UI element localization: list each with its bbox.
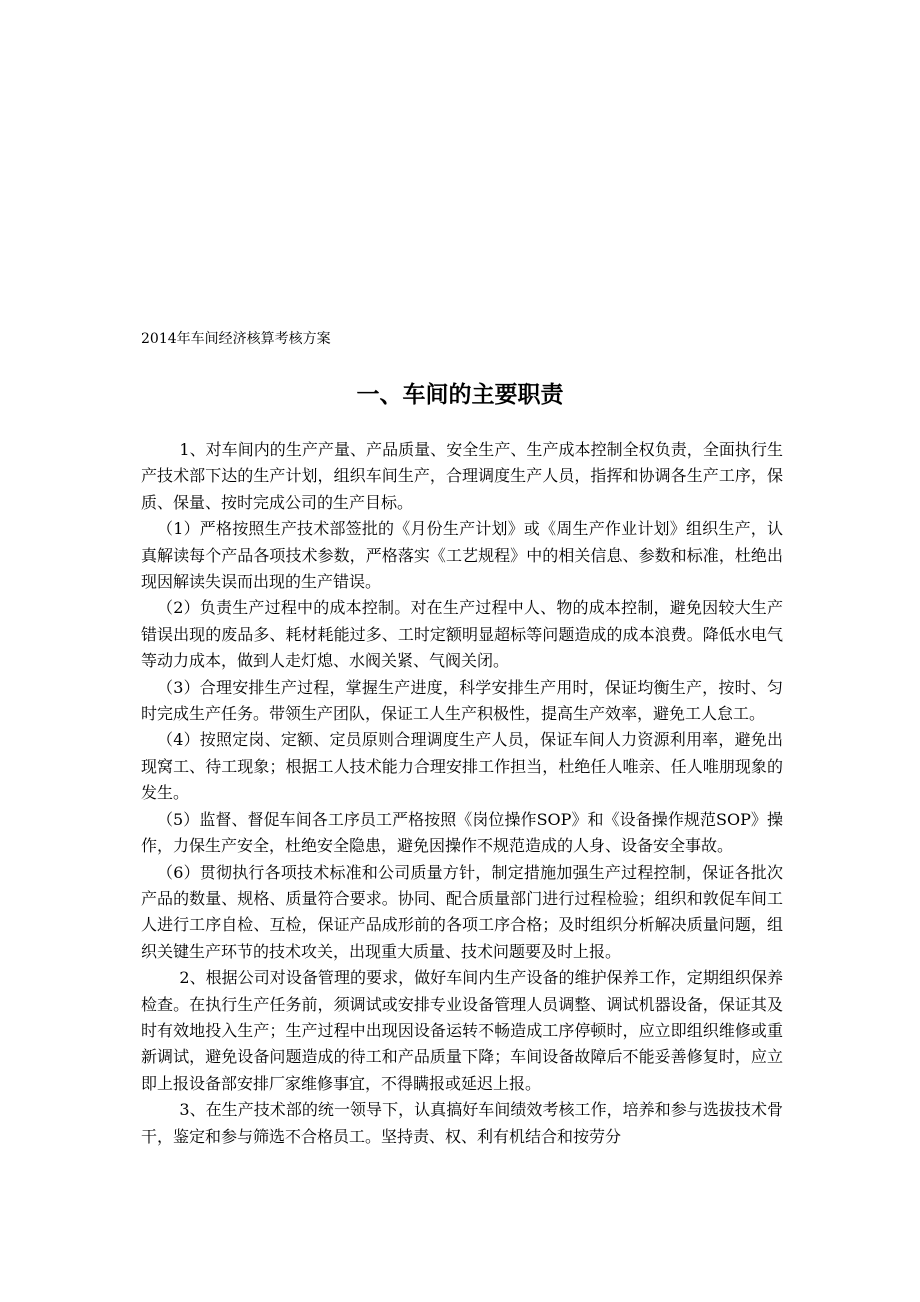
paragraph-2: 2、根据公司对设备管理的要求，做好车间内生产设备的维护保养工作，定期组织保养检查。在执行生产任务前，须调试或安排专业设备管理人员调整、调试机器设备，保证其及时有效地投入生产；生产过程中出现因设备运转不畅造成工序停顿时，应立即组织维修或重新调试，避免设备问题造成的待工和产品质量下降；车间设备故障后不能妥善修复时，应立即上报设备部安排厂家维修事宜，不得瞒报或延迟上报。 [141, 968, 783, 1093]
paragraph-1-6: （6）贯彻执行各项技术标准和公司质量方针，制定措施加强生产过程控制，保证各批次产品的数量、规格、质量符合要求。协同、配合质量部门进行过程检验；组织和敦促车间工人进行工序自检、互检，保证产品成形前的各项工序合格；及时组织分析解决质量问题，组织关键生产环节的技术攻关，出现重大质量、技术问题要及时上报。 [141, 862, 783, 961]
document-body [141, 437, 783, 1150]
document-title: 2014年车间经济核算考核方案 [141, 331, 331, 347]
paragraph-1-5: （5）监督、督促车间各工序员工严格按照《岗位操作SOP》和《设备操作规范SOP》操作，力保生产安全，杜绝安全隐患，避免因操作不规范造成的人身、设备安全事故。 [141, 809, 783, 856]
paragraph-1-2: （2）负责生产过程中的成本控制。对在生产过程中人、物的成本控制，避免因较大生产错误出现的废品多、耗材耗能过多、工时定额明显超标等问题造成的成本浪费。降低水电气等动力成本，做到人走灯熄、水阀关紧、气阀关闭。 [141, 598, 783, 671]
paragraph-1: 1、对车间内的生产产量、产品质量、安全生产、生产成本控制全权负责，全面执行生产技术部下达的生产计划，组织车间生产，合理调度生产人员，指挥和协调各生产工序，保质、保量、按时完成公司的生产目标。 [141, 440, 783, 512]
paragraph-3: 3、在生产技术部的统一领导下，认真搞好车间绩效考核工作，培养和参与选拔技术骨干，鉴定和参与筛选不合格员工。坚持责、权、利有机结合和按劳分 [141, 1100, 783, 1146]
paragraph-1-1: （1）严格按照生产技术部签批的《月份生产计划》或《周生产作业计划》组织生产，认真解读每个产品各项技术参数，严格落实《工艺规程》中的相关信息、参数和标准，杜绝出现因解读失误而出现的生产错误。 [141, 519, 783, 592]
section-heading: 一、车间的主要职责 [356, 381, 564, 408]
paragraph-1-3: （3）合理安排生产过程，掌握生产进度，科学安排生产用时，保证均衡生产，按时、匀时完成生产任务。带领生产团队，保证工人生产积极性，提高生产效率，避免工人怠工。 [141, 677, 783, 724]
paragraph-1-4: （4）按照定岗、定额、定员原则合理调度生产人员，保证车间人力资源利用率，避免出现窝工、待工现象；根据工人技术能力合理安排工作担当，杜绝任人唯亲、任人唯朋现象的发生。 [141, 730, 783, 803]
